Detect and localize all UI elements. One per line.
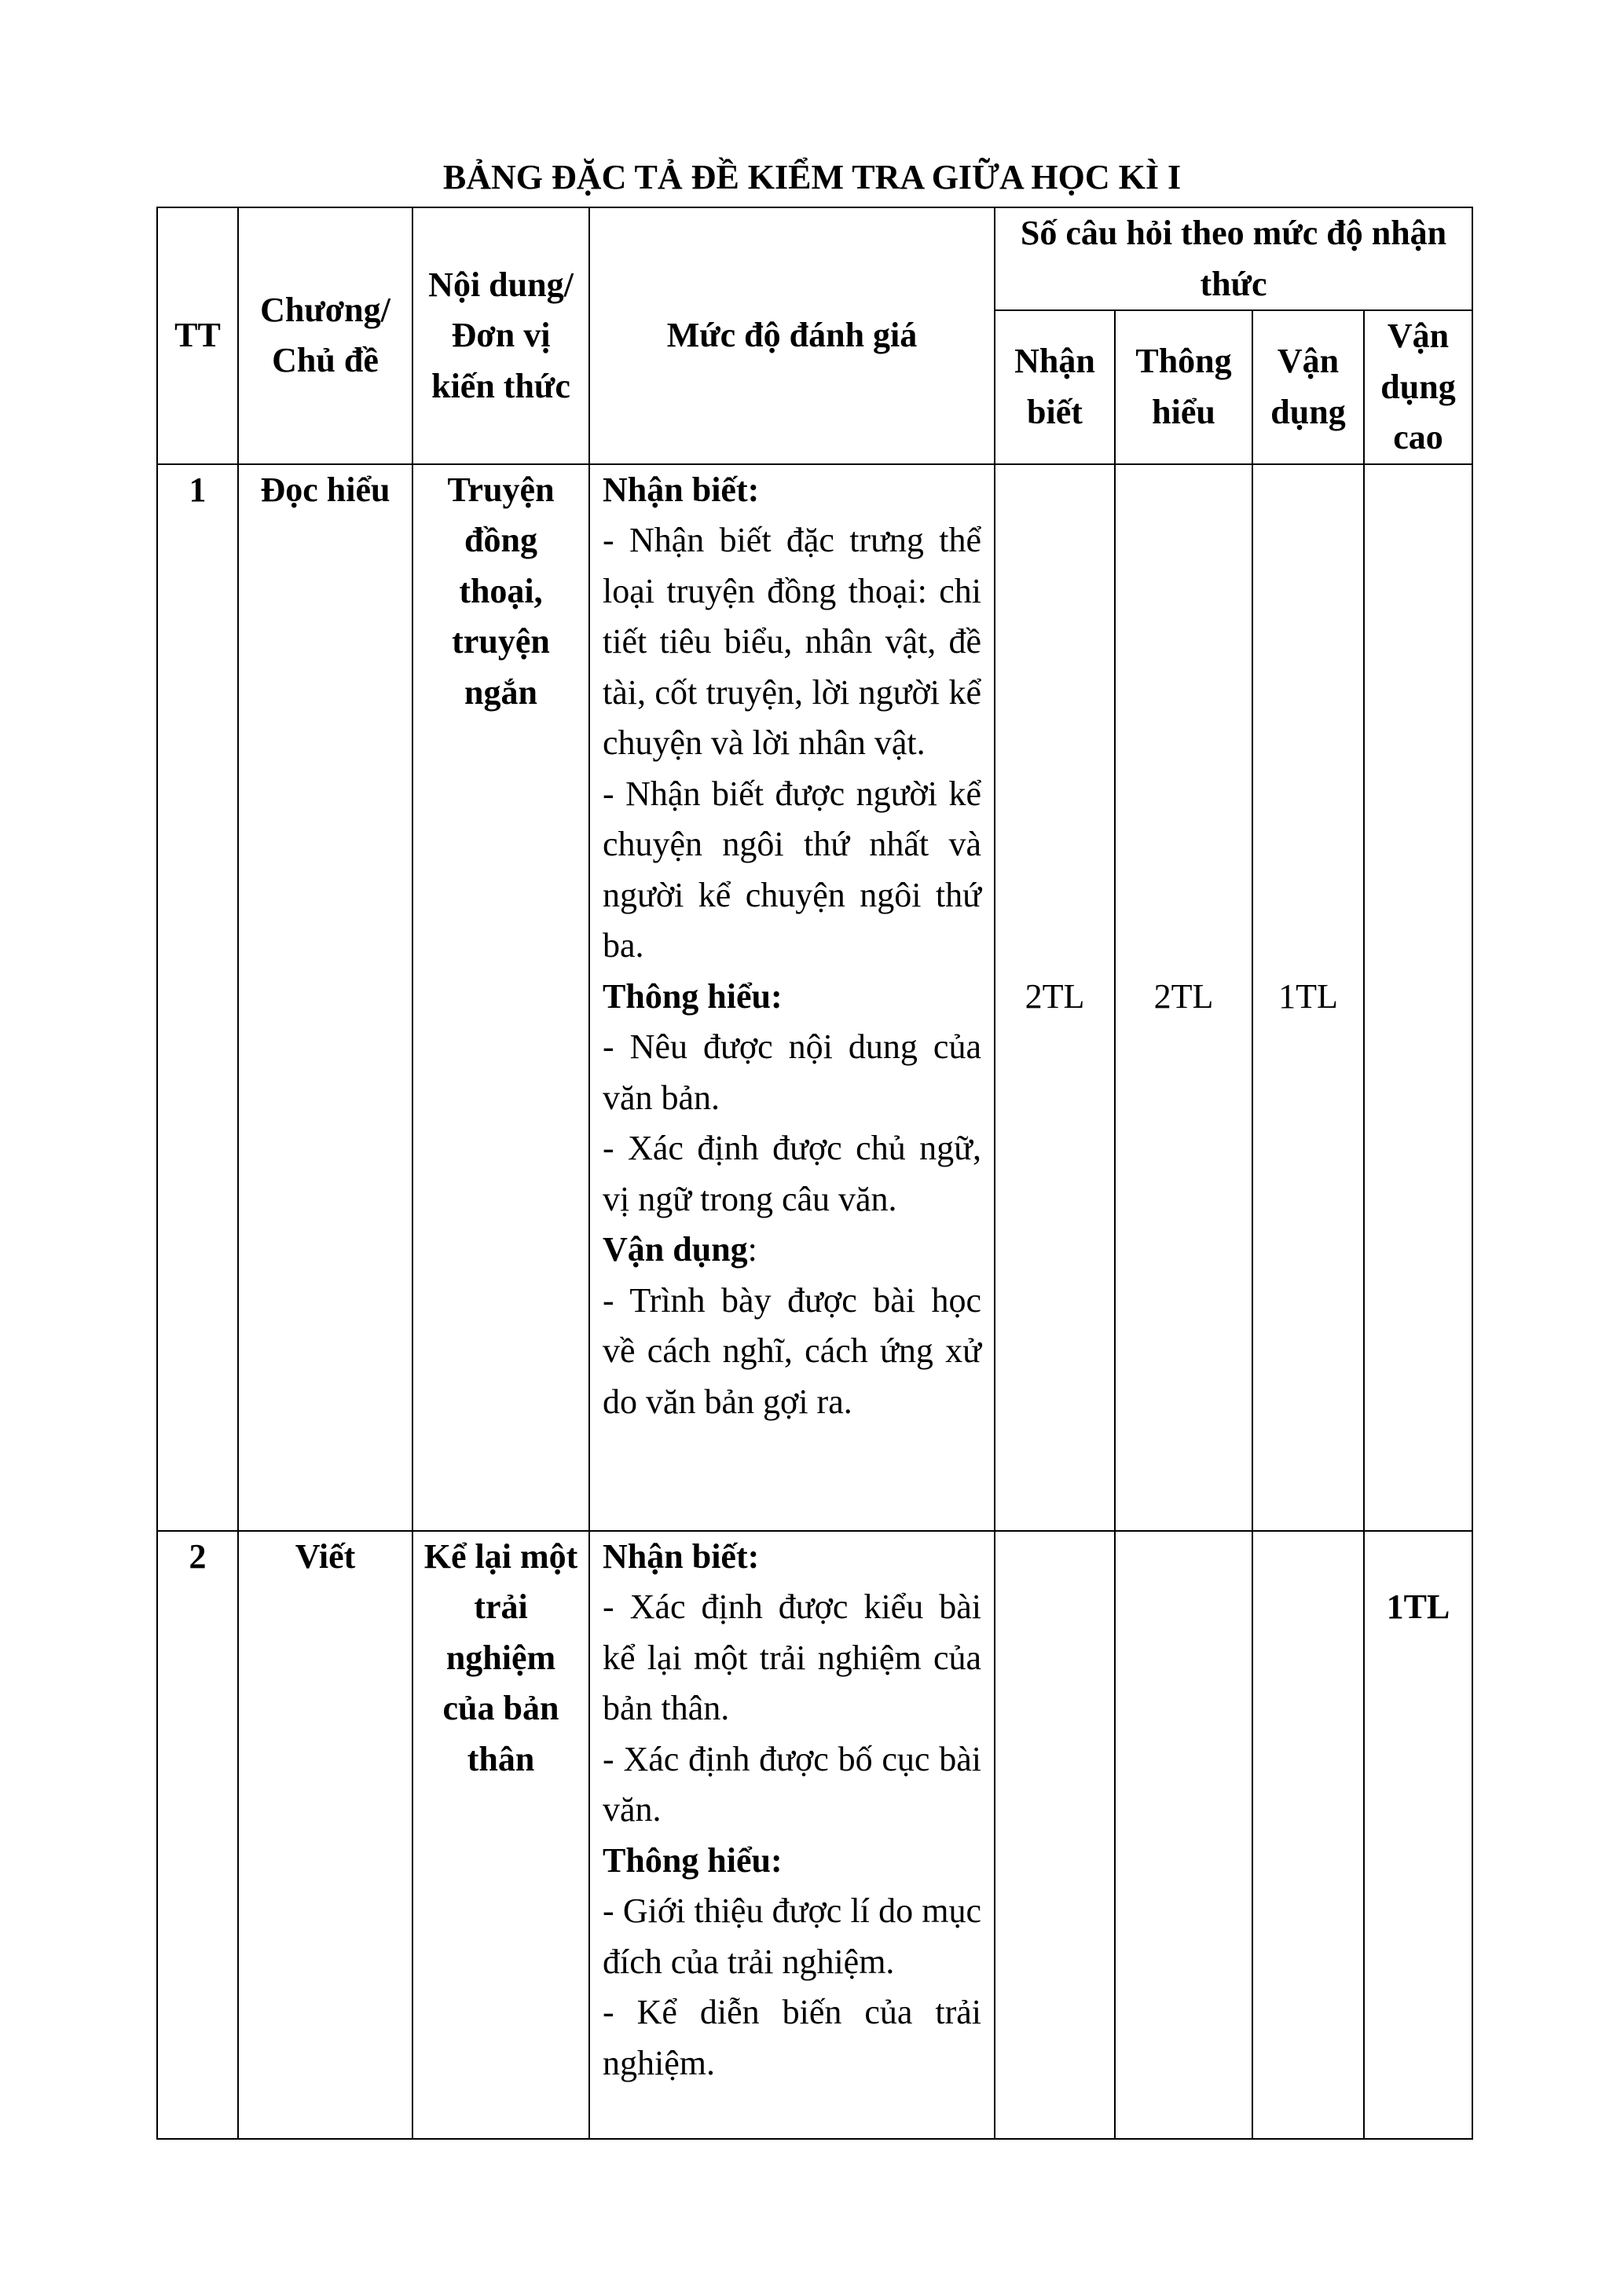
assessment-item: - Nhận biết đặc trưng thể loại truyện đồng thoại: chi tiết tiêu biểu, nhân vật, đề tài, cốt truyện, lời người kể chuyện và lời nhân vật. [603,521,981,762]
assessment-item: - Nêu được nội dung của văn bản. [603,1027,981,1117]
row-number: 2 [157,1531,238,2139]
header-chuong-chu-de: Chương/ Chủ đề [238,207,412,464]
count-van-dung [1252,1531,1364,2139]
specification-table [156,207,1473,2140]
heading-colon: : [747,1230,757,1269]
header-thong-hieu: Thông hiểu [1115,310,1252,464]
row-number: 1 [157,464,238,1531]
header-muc-do-danh-gia: Mức độ đánh giá [589,207,995,464]
table-row [157,464,1472,1531]
row-chapter: Đọc hiểu [238,464,412,1531]
level-heading-nhan-biet: Nhận biết: [603,470,760,509]
row-chapter: Viết [238,1531,412,2139]
level-heading-nhan-biet: Nhận biết: [603,1536,760,1576]
header-van-dung-cao: Vận dụng cao [1364,310,1472,464]
count-nhan-biet [995,1531,1115,2139]
level-heading-thong-hieu: Thông hiểu: [603,1840,783,1880]
count-nhan-biet: 2TL [995,464,1115,1531]
level-heading-thong-hieu: Thông hiểu: [603,976,783,1016]
page-title: BẢNG ĐẶC TẢ ĐỀ KIỂM TRA GIỮA HỌC KÌ I [442,158,1182,196]
assessment-item: - Trình bày được bài học về cách nghĩ, cách ứng xử do văn bản gợi ra. [603,1280,981,1421]
count-van-dung-cao [1364,464,1472,1531]
assessment-item: - Kể diễn biến của trải nghiệm. [603,1993,981,2082]
assessment-item: - Xác định được chủ ngữ, vị ngữ trong câu văn. [603,1129,981,1218]
header-so-cau-hoi: Số câu hỏi theo mức độ nhận thức [995,207,1472,310]
count-van-dung-cao: 1TL [1364,1531,1472,2139]
count-thong-hieu [1115,1531,1252,2139]
row-assessment-description [589,1531,995,2139]
row-content-unit: Truyện đồng thoại, truyện ngắn [412,464,589,1531]
header-noi-dung: Nội dung/ Đơn vị kiến thức [412,207,589,464]
row-content-unit: Kể lại một trải nghiệm của bản thân [412,1531,589,2139]
count-thong-hieu: 2TL [1115,464,1252,1531]
row-assessment-description [589,464,995,1531]
assessment-item: - Giới thiệu được lí do mục đích của trải nghiệm. [603,1891,981,1981]
header-tt: TT [157,207,238,464]
header-van-dung: Vận dụng [1252,310,1364,464]
count-van-dung: 1TL [1252,464,1364,1531]
assessment-item: - Xác định được kiểu bài kể lại một trải nghiệm của bản thân. [603,1587,981,1727]
header-nhan-biet: Nhận biết [995,310,1115,464]
header-row-1 [157,207,1472,310]
assessment-item: - Xác định được bố cục bài văn. [603,1739,981,1829]
table-row [157,1531,1472,2139]
assessment-item: - Nhận biết được người kể chuyện ngôi thứ nhất và người kể chuyện ngôi thứ ba. [603,774,981,965]
level-heading-van-dung: Vận dụng [603,1230,748,1269]
